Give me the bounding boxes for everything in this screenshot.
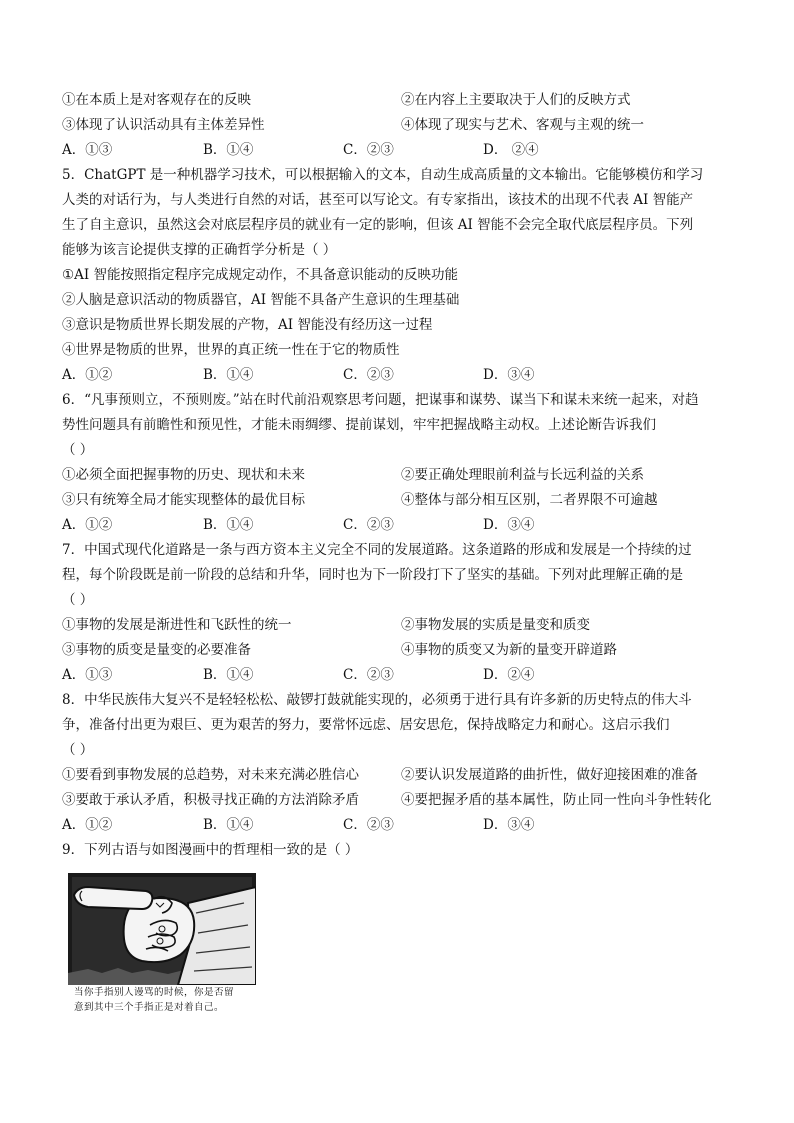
exam-page (62, 88, 742, 863)
q7-options-row-1 (62, 613, 742, 638)
q5-stem-line: 生了自主意识，虽然这会对底层程序员的就业有一定的影响，但该 AI 智能不会完全取代底层程序员。下列 (62, 217, 694, 233)
q8-answer-d: D．③④ (483, 817, 535, 833)
q8-stem (62, 688, 742, 763)
q4-options-row-2 (62, 113, 742, 138)
q8-option-2: ②要认识发展道路的曲折性，做好迎接困难的准备 (401, 767, 698, 783)
q5-answers (62, 363, 742, 388)
q8-option-1: ①要看到事物发展的总趋势，对未来充满必胜信心 (62, 767, 359, 783)
q7-options-row-2 (62, 638, 742, 663)
q7-stem-line: （ ） (62, 592, 94, 608)
q4-answer-d: D． ②④ (483, 142, 539, 158)
q4-option-4: ④体现了现实与艺术、客观与主观的统一 (401, 117, 644, 133)
q7-answer-b: B．①④ (203, 667, 254, 683)
q5-stem-line: 能够为该言论提供支撑的正确哲学分析是（ ） (62, 242, 337, 258)
q7-answers (62, 663, 742, 688)
q7-answer-c: C．②③ (343, 667, 394, 683)
q7-stem-line: 7．中国式现代化道路是一条与西方资本主义完全不同的发展道路。这条道路的形成和发展是一个持续的过 (62, 542, 692, 558)
q5-option-1: ①AI 智能按照指定程序完成规定动作，不具备意识能动的反映功能 (62, 267, 458, 283)
q6-options-row-2 (62, 488, 742, 513)
q4-option-2: ②在内容上主要取决于人们的反映方式 (401, 92, 631, 108)
q5-stem-line: 人类的对话行为，与人类进行自然的对话，甚至可以写论文。有专家指出，该技术的出现不代表 AI 智能产 (62, 192, 694, 208)
q6-option-4: ④整体与部分相互区别，二者界限不可逾越 (401, 492, 658, 508)
q8-stem-line: 争，准备付出更为艰巨、更为艰苦的努力，要常怀远虑、居安思危，保持战略定力和耐心。这启示我们 (62, 717, 670, 733)
q8-answer-c: C．②③ (343, 817, 394, 833)
q5-stem (62, 163, 742, 263)
q6-answer-b: B．①④ (203, 517, 254, 533)
q6-stem-line: 势性问题具有前瞻性和预见性，才能未雨绸缪、提前谋划，牢牢把握战略主动权。上述论断告诉我们 (62, 417, 656, 433)
q7-answer-d: D．②④ (483, 667, 535, 683)
pointing-hand-icon (68, 873, 256, 985)
q8-option-3: ③要敢于承认矛盾，积极寻找正确的方法消除矛盾 (62, 792, 359, 808)
q8-stem-line: （ ） (62, 742, 94, 758)
q5-answer-b: B．①④ (203, 367, 254, 383)
cartoon-caption-line: 当你手指别人谩骂的时候，你是否留 (74, 987, 235, 998)
q6-option-3: ③只有统筹全局才能实现整体的最优目标 (62, 492, 305, 508)
q4-answers (62, 138, 742, 163)
q6-option-1: ①必须全面把握事物的历史、现状和未来 (62, 467, 305, 483)
q8-option-4: ④要把握矛盾的基本属性，防止同一性向斗争性转化 (401, 792, 712, 808)
q4-option-3: ③体现了认识活动具有主体差异性 (62, 117, 265, 133)
q6-stem-line: 6．“凡事预则立，不预则废。”站在时代前沿观察思考问题，把谋事和谋势、谋当下和谋未来统一起来，对趋 (62, 392, 699, 408)
q6-stem (62, 388, 742, 463)
q5-option-3: ③意识是物质世界长期发展的产物，AI 智能没有经历这一过程 (62, 317, 433, 333)
q8-options-row-1 (62, 763, 742, 788)
q4-answer-b: B．①④ (203, 142, 254, 158)
cartoon-caption (74, 985, 254, 1015)
q7-stem-line: 程，每个阶段既是前一阶段的总结和升华，同时也为下一阶段打下了坚实的基础。下列对此理解正确的是 (62, 567, 683, 583)
q5-answer-d: D．③④ (483, 367, 535, 383)
q8-answer-a: A．①② (62, 817, 113, 833)
q7-option-2: ②事物发展的实质是量变和质变 (401, 617, 590, 633)
q6-answer-d: D．③④ (483, 517, 535, 533)
q4-answer-a: A．①③ (62, 142, 113, 158)
q4-option-1: ①在本质上是对客观存在的反映 (62, 92, 251, 108)
q4-answer-c: C．②③ (343, 142, 394, 158)
q8-answer-b: B．①④ (203, 817, 254, 833)
q4-options-row-1 (62, 88, 742, 113)
q6-answer-c: C．②③ (343, 517, 394, 533)
q5-answer-c: C．②③ (343, 367, 394, 383)
q7-answer-a: A．①③ (62, 667, 113, 683)
q5-option-4: ④世界是物质的世界，世界的真正统一性在于它的物质性 (62, 342, 400, 358)
q6-option-2: ②要正确处理眼前利益与长远利益的关系 (401, 467, 644, 483)
q8-answers (62, 813, 742, 838)
cartoon-caption-line: 意到其中三个手指正是对着自己。 (74, 1002, 225, 1013)
q8-options-row-2 (62, 788, 742, 813)
q6-stem-line: （ ） (62, 442, 94, 458)
q5-option-2: ②人脑是意识活动的物质器官，AI 智能不具备产生意识的生理基础 (62, 292, 460, 308)
q6-answer-a: A．①② (62, 517, 113, 533)
q6-answers (62, 513, 742, 538)
q7-option-4: ④事物的质变又为新的量变开辟道路 (401, 642, 617, 658)
q7-option-1: ①事物的发展是渐进性和飞跃性的统一 (62, 617, 292, 633)
q8-stem-line: 8．中华民族伟大复兴不是轻轻松松、敲锣打鼓就能实现的，必须勇于进行具有许多新的历史特点的伟大斗 (62, 692, 692, 708)
q7-option-3: ③事物的质变是量变的必要准备 (62, 642, 251, 658)
q5-answer-a: A．①② (62, 367, 113, 383)
q6-options-row-1 (62, 463, 742, 488)
q9-stem: 9．下列古语与如图漫画中的哲理相一致的是（ ） (62, 842, 359, 858)
pointing-hand-cartoon (68, 873, 256, 1016)
q7-stem (62, 538, 742, 613)
q5-stem-line: 5．ChatGPT 是一种机器学习技术，可以根据输入的文本，自动生成高质量的文本输出。它能够模仿和学习 (62, 167, 704, 183)
